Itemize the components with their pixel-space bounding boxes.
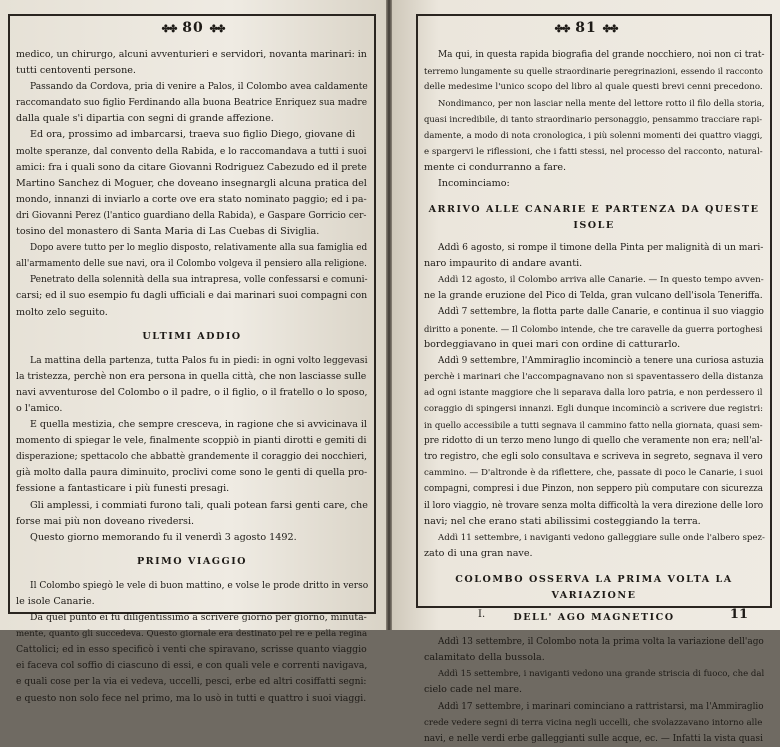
text-line: Addì 12 agosto, il Colombo arriva alle Canarie. — In questo tempo avven- <box>438 275 764 286</box>
text-line: Martino Sanchez di Moguer, che doveano insegnargli alcuna pratica del <box>16 177 367 189</box>
text-line: damente, a modo di nota cronologica, i più solenni momenti dei quattro viaggi, <box>424 130 763 141</box>
text-line: Addì 17 settembre, i marinari cominciano a rattristarsi, ma l'Ammiraglio <box>438 701 764 712</box>
ornament-icon: ✤✤ <box>209 24 225 35</box>
text-line: già molto dalla paura diminuito, proclivi come sono le genti di quella pro- <box>16 467 368 479</box>
right-page-text <box>424 47 764 747</box>
left-page-number <box>0 20 386 36</box>
text-line: Addì 9 settembre, l'Ammiraglio incominciò a tenere una curiosa astuzia <box>438 355 764 366</box>
text-line: crede vedere segni di terra vicina negli uccelli, che svolazzavano intorno alle <box>424 717 763 728</box>
text-line: molto zelo seguito. <box>16 306 108 318</box>
text-line: e spargervi le riflessioni, che i fatti stessi, nel processo del racconto, natural- <box>424 146 763 157</box>
text-line: quasi incredibile, di tanto straordinario personaggio, pensammo tracciare rapi- <box>424 114 763 125</box>
text-line: ei faceva col soffio di ciascuno di essi, e con quali vele e correnti navigava, <box>16 660 368 672</box>
text-line: Nondimanco, per non lasciar nella mente del lettore rotto il filo della storia, <box>438 98 765 109</box>
text-line: Addì 15 settembre, i naviganti vedono una grande striscia di fuoco, che dal <box>438 669 765 680</box>
text-line: Questo giorno memorando fu il venerdì 3 agosto 1492. <box>30 531 297 543</box>
text-line: il loro viaggio, nè trovare senza molta difficoltà la vera direzione delle loro <box>424 500 764 511</box>
section-heading: PRIMO VIAGGIO <box>136 555 248 567</box>
text-line: ne la grande eruzione del Pico di Telda, gran vulcano dell'isola Teneriffa. <box>424 290 763 302</box>
text-line: le isole Canarie. <box>16 596 95 607</box>
text-line: momento di spiegar le vele, finalmente scoppiò in pianti dirotti e gemiti di <box>16 435 367 447</box>
text-line: Addì 11 settembre, i naviganti vedono galleggiare sulle onde l'albero spez- <box>438 532 765 543</box>
text-line: mente, quanto gli succedeva. Questo giornale era destinato pel re e pella regina <box>16 629 368 640</box>
text-line: Penetrato della solennità della sua intrapresa, volle confessarsi e comuni- <box>30 275 368 286</box>
gathering-number: 11 <box>729 607 748 622</box>
right-page-number <box>392 20 780 36</box>
text-line: fessione a fantasticare i più funesti presagi. <box>16 483 230 495</box>
text-line: carsi; ed il suo esempio fu dagli ufficiali e dai marinari suoi compagni con <box>16 290 368 302</box>
text-line: o l'amico. <box>16 402 63 414</box>
text-line: Dopo avere tutto per lo meglio disposto, relativamente alla sua famiglia ed <box>30 243 368 254</box>
text-line: dri Giovanni Perez (l'antico guardiano della Rabida), e Gaspare Gorricio cer- <box>16 210 367 221</box>
text-line: e questo non solo fece nel primo, ma lo usò in tutti e quattro i suoi viaggi. <box>16 692 367 704</box>
text-line: zato di una gran nave. <box>424 547 533 559</box>
text-line: cammino. — D'altronde è da riflettere, che, passate di poco le Canarie, i suoi <box>424 468 763 479</box>
text-line: navi, e nelle verdi erbe galleggianti sulle acque, ec. — Infatti la vista quasi <box>424 733 763 744</box>
text-line: navi avventurose del Colombo o il padre, o il figlio, o il fratello o lo sposo, <box>16 386 368 398</box>
text-line: disperazione; spettacolo che abbattè grandemente il coraggio dei nocchieri, <box>16 452 368 463</box>
text-line: tosino del monastero di Santa Maria di Las Cuebas di Siviglia. <box>16 226 320 238</box>
text-line: Addì 13 settembre, il Colombo nota la prima volta la variazione dell'ago <box>438 637 764 648</box>
text-line: molte speranze, dal convento della Rabida, e lo raccomandava a tutti i suoi <box>16 145 367 157</box>
ornament-icon: ✤✤ <box>602 24 618 35</box>
text-line: Ma qui, in questa rapida biografia del grande nocchiero, noi non ci trat- <box>438 50 765 60</box>
text-line: bordeggiavano in quei mari con ordine di catturarlo. <box>424 338 681 350</box>
text-line: Ed ora, prossimo ad imbarcarsi, traeva suo figlio Diego, giovane di <box>30 129 356 141</box>
text-line: in quello accessibile a tutti segnava il cammino fatto nella giornata, quasi sem- <box>424 420 763 431</box>
section-heading: ARRIVO ALLE CANARIE E PARTENZA DA QUESTE ISOLE <box>428 203 760 231</box>
text-line: Il Colombo spiegò le vele di buon mattino, e volse le prode dritto in verso <box>30 580 369 591</box>
text-line: all'armamento delle sue navi, ora il Colombo volgeva il pensiero alla religione. <box>16 259 367 270</box>
text-line: perchè i marinari che l'accompagnavano non si spaventassero della distanza <box>424 371 764 382</box>
text-line: naro impaurito di andare avanti. <box>424 258 583 270</box>
text-line: Addì 6 agosto, si rompe il timone della Pinta per malignità di un mari- <box>438 242 764 254</box>
text-line: terremo lungamente su quelle straordinarie peregrinazioni, essendo il racconto <box>424 66 763 77</box>
section-heading: ULTIMI ADDIO <box>142 330 242 342</box>
text-line: Addì 7 settembre, la flotta parte dalle Canarie, e continua il suo viaggio <box>438 307 764 318</box>
text-line: amici: fra i quali sono da citare Giovanni Rodriguez Cabezudo ed il prete <box>16 161 367 173</box>
text-line: la tristezza, perchè non era persona in quella città, che non lasciasse sulle <box>16 370 367 382</box>
section-heading: DELL' AGO MAGNETICO <box>513 612 675 624</box>
text-line: forse mai più non doveano rivedersi. <box>16 515 195 527</box>
text-line: Gli amplessi, i commiati furono tali, quali potean farsi genti care, che <box>30 499 368 511</box>
left-page <box>0 0 386 704</box>
text-line: compagni, compresi i due Pinzon, non seppero più computare con sicurezza <box>424 484 763 495</box>
text-line: mente ci condurranno a fare. <box>424 161 567 173</box>
right-page <box>392 0 780 744</box>
ornament-icon: ✤✤ <box>554 24 570 35</box>
text-line: E quella mestizia, che sempre cresceva, in ragione che si avvicinava il <box>30 419 367 431</box>
text-line: medico, un chirurgo, alcuni avventurieri e servidori, novanta marinari: in <box>16 49 367 60</box>
text-line: delle medesime l'unico scopo del libro al quale questi brevi cenni precedono. <box>424 82 763 93</box>
section-heading: COLOMBO OSSERVA LA PRIMA VOLTA LA VARIAZIONE <box>455 573 733 601</box>
text-line: e quali cose per la via ei vedeva, uccelli, pesci, erbe ed altri cosiffatti segni: <box>16 677 367 688</box>
page-number-text: 80 <box>182 20 204 36</box>
text-line: ad ogni istante maggiore che li separava dalla loro patria, e non perdessero il <box>424 387 763 398</box>
left-page-text <box>16 47 368 707</box>
text-line: Da quel punto ei fu diligentissimo a scrivere giorno per giorno, minuta- <box>30 612 367 624</box>
text-line: dalla quale s'i dipartia con segni di grande affezione. <box>16 113 274 125</box>
text-line: coraggio di spingersi innanzi. Egli dunque incominciò a scrivere due registri: <box>424 403 764 414</box>
text-line: Passando da Cordova, pria di venire a Palos, il Colombo avea caldamente <box>30 82 368 93</box>
text-line: mondo, innanzi di inviarlo a corte ove era stato nominato paggio; ed i pa- <box>16 193 367 205</box>
text-line: tro registro, che egli solo consultava e scriveva in segreto, segnava il vero <box>424 452 763 463</box>
text-line: tutti centoventi persone. <box>16 65 136 77</box>
page-number-text: 81 <box>575 20 597 36</box>
text-line: cielo cade nel mare. <box>424 684 523 696</box>
text-line: Incominciamo: <box>438 177 510 189</box>
signature-mark: I. <box>478 609 486 620</box>
text-line: diritto a ponente. — Il Colombo intende, che tre caravelle da guerra portoghesi <box>424 323 763 334</box>
text-line: calamitato della bussola. <box>424 652 545 664</box>
text-line: navi; nel che erano stati abilissimi costeggiando la terra. <box>424 515 701 527</box>
text-line: La mattina della partenza, tutta Palos fu in piedi: in ogni volto leggevasi <box>30 354 368 366</box>
text-line: pre ridotto di un terzo meno lungo di quello che veramente non era; nell'al- <box>424 436 763 447</box>
text-line: Cattolici; ed in esso specificò i venti che spiravano, scrisse quanto viaggio <box>16 644 367 656</box>
text-line: raccomandato suo figlio Ferdinando alla buona Beatrice Enriquez sua madre <box>16 98 368 109</box>
ornament-icon: ✤✤ <box>161 24 177 35</box>
